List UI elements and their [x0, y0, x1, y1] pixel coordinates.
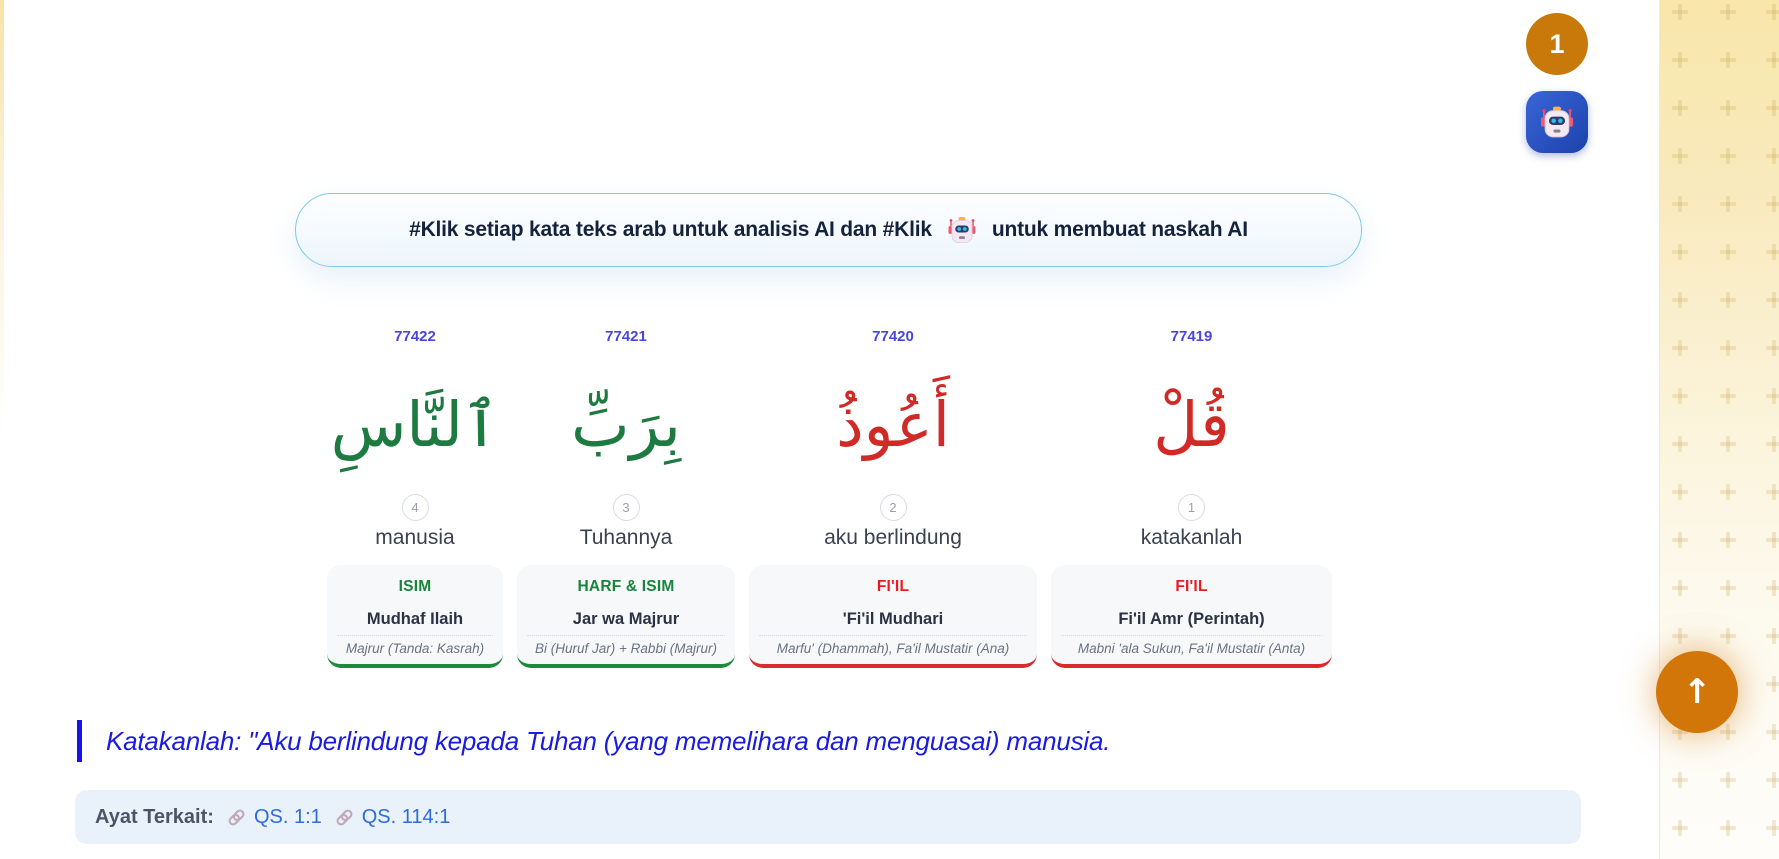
- word-column: [517, 322, 735, 668]
- left-edge-decoration: [0, 0, 4, 515]
- card-grammar-role: Mudhaf Ilaih: [337, 610, 493, 636]
- card-grammar-detail: Mabni 'ala Sukun, Fa'il Mustatir (Anta): [1077, 641, 1306, 656]
- word-gloss: Tuhannya: [579, 526, 673, 549]
- word-analysis-card: [749, 565, 1037, 668]
- word-gloss: manusia: [375, 526, 455, 549]
- card-word-type: ISIM: [398, 578, 432, 595]
- translation-accent-bar: [77, 720, 82, 762]
- card-grammar-detail: Bi (Huruf Jar) + Rabbi (Majrur): [535, 641, 717, 656]
- ai-assistant-button[interactable]: [1526, 91, 1588, 153]
- banner-text-after: untuk membuat naskah AI: [991, 218, 1248, 241]
- word-analysis-card: [1051, 565, 1332, 668]
- word-order-badge: 2: [880, 494, 907, 521]
- related-verse-text: QS. 1:1: [253, 805, 322, 828]
- related-verse-link[interactable]: [334, 806, 451, 829]
- link-icon: [334, 807, 355, 828]
- word-order-badge: 1: [1178, 494, 1205, 521]
- word-id: 77420: [872, 328, 914, 345]
- word-id: 77419: [1170, 328, 1213, 345]
- verse-translation: [77, 720, 1110, 762]
- instruction-banner: [295, 193, 1362, 267]
- card-grammar-detail: Majrur (Tanda: Kasrah): [345, 641, 485, 656]
- arabic-word[interactable]: قُلْ: [1153, 388, 1230, 461]
- notification-badge[interactable]: 1: [1526, 13, 1588, 75]
- card-grammar-role: Fi'il Amr (Perintah): [1061, 610, 1322, 636]
- robot-icon: [1538, 103, 1576, 141]
- card-word-type: HARF & ISIM: [577, 578, 675, 595]
- related-verse-text: QS. 114:1: [361, 805, 451, 828]
- scroll-to-top-button[interactable]: [1656, 651, 1738, 733]
- related-verses-label: Ayat Terkait:: [95, 805, 214, 828]
- card-grammar-role: 'Fi'il Mudhari: [759, 610, 1027, 636]
- translation-text: Katakanlah: "Aku berlindung kepada Tuhan (yang memelihara dan menguasai) manusia.: [106, 725, 1111, 756]
- word-order-badge: 4: [402, 494, 429, 521]
- banner-text-before: #Klik setiap kata teks arab untuk analisis AI dan #Klik: [409, 218, 932, 241]
- word-analysis-card: [327, 565, 503, 668]
- word-gloss: aku berlindung: [824, 526, 962, 549]
- decorative-side-strip: [1659, 0, 1779, 859]
- word-id: 77421: [605, 328, 647, 345]
- word-order-badge: 3: [613, 494, 640, 521]
- card-word-type: FI'IL: [1175, 578, 1208, 595]
- card-grammar-role: Jar wa Majrur: [527, 610, 725, 636]
- card-word-type: FI'IL: [876, 578, 910, 595]
- word-id: 77422: [394, 328, 436, 345]
- word-analysis-card: [517, 565, 735, 668]
- related-verses-bar: [75, 790, 1581, 844]
- arabic-word[interactable]: أَعُوذُ: [836, 388, 950, 461]
- arabic-word[interactable]: بِرَبِّ: [571, 388, 681, 461]
- word-column: [327, 322, 503, 668]
- word-analysis-row: [327, 322, 1332, 668]
- word-column: [1051, 322, 1332, 668]
- word-gloss: katakanlah: [1140, 526, 1243, 549]
- robot-icon: [946, 214, 978, 246]
- card-grammar-detail: Marfu' (Dhammah), Fa'il Mustatir (Ana): [776, 641, 1010, 656]
- link-icon: [226, 807, 247, 828]
- arrow-up-icon: ↑: [1682, 672, 1712, 712]
- related-verse-link[interactable]: [226, 806, 322, 829]
- word-column: [749, 322, 1037, 668]
- arabic-word[interactable]: ٱلنَّاسِ: [330, 388, 500, 461]
